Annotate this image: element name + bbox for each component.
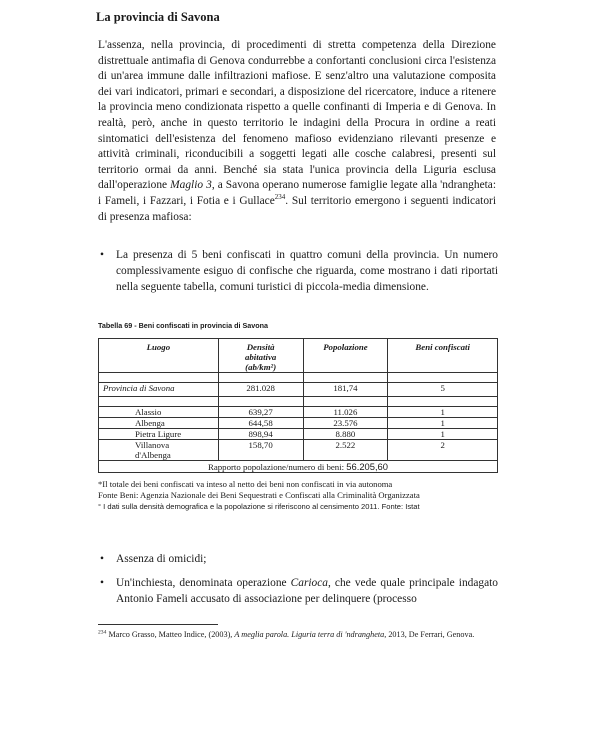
- confiscated-assets-table: [98, 338, 498, 473]
- section-heading: La provincia di Savona: [96, 10, 220, 24]
- footnote-divider: [98, 624, 218, 625]
- footnote: $^{234}$ Marco Grasso, Matteo Indice, (2003), A meglia parola. Liguria terra di 'ndrangheta, 2013, De Ferrari, Genova.: [98, 629, 475, 639]
- cell-luogo: Provincia di Savona: [99, 383, 219, 397]
- table-ratio-row: [99, 461, 498, 473]
- table-row: [99, 418, 498, 429]
- table-row: [99, 429, 498, 440]
- cell-popolazione: 2.522: [303, 440, 388, 461]
- book-title: A meglia parola. Liguria terra di 'ndrangheta: [234, 630, 385, 639]
- cell-beni: 5: [388, 383, 498, 397]
- cell-luogo: Albenga: [99, 418, 219, 429]
- table-row: [99, 407, 498, 418]
- bullet-icon: •: [100, 249, 104, 261]
- table-spacer-row: [99, 373, 498, 383]
- table-source: Fonte Beni: Agenzia Nazionale dei Beni Sequestrati e Confiscati alla Criminalità Organizzata: [98, 490, 420, 500]
- table-row: [99, 440, 498, 461]
- cell-luogo: Pietra Ligure: [99, 429, 219, 440]
- bullet-icon: •: [100, 577, 104, 589]
- cell-popolazione: 23.576: [303, 418, 388, 429]
- cell-beni: 2: [388, 440, 498, 461]
- intro-paragraph: [98, 38, 496, 225]
- cell-popolazione: 8.880: [303, 429, 388, 440]
- table-caption: Tabella 69 - Beni confiscati in provincia di Savona: [98, 321, 269, 330]
- table-note: *Il totale dei beni confiscati va inteso al netto dei beni non confiscati in via autonoma: [98, 479, 393, 489]
- bullet-confiscated-assets: La presenza di 5 beni confiscati in quattro comuni della provincia. Un numero complessivamente esiguo di confische che riguarda, come mostrano i dati riportati nella seguente tabella, comuni turistici di piccola-media dimensione.: [116, 249, 498, 293]
- table-census-note: ° I dati sulla densità demografica e la popolazione si riferiscono al censimento 2011. Fonte: Istat: [98, 502, 420, 511]
- operation-carioca: Carioca: [290, 577, 328, 589]
- header-popolazione: Popolazione: [303, 339, 388, 373]
- ratio-cell: [99, 461, 498, 473]
- cell-densita: 644,58: [218, 418, 303, 429]
- intro-text-2: , a Savona operano numerose famiglie legate alla 'ndrangheta: i Fameli, i Fazzari, i Fotia e i Gullace: [98, 179, 497, 207]
- footnote-number: 234: [98, 629, 107, 636]
- bullet-carioca-operation: Un'inchiesta, denominata operazione Carioca, che vede quale principale indagato Antonio Fameli accusato di associazione per delinquere (processo: [116, 577, 498, 605]
- bullet-icon: •: [100, 553, 104, 565]
- cell-luogo: Alassio: [99, 407, 219, 418]
- cell-densita: 639,27: [218, 407, 303, 418]
- cell-densita: 898,94: [218, 429, 303, 440]
- operation-name: Maglio 3: [170, 179, 212, 192]
- cell-densita: 281.028: [218, 383, 303, 397]
- cell-beni: 1: [388, 429, 498, 440]
- cell-densita: 158,70: [218, 440, 303, 461]
- intro-text-3: . Sul territorio emergono i seguenti indicatori di presenza mafiosa:: [98, 194, 496, 223]
- table-row-province: [99, 383, 498, 397]
- ratio-value: 56.205,60: [346, 461, 388, 472]
- cell-luogo: Villanova d'Albenga: [99, 440, 219, 461]
- table-spacer-row: [99, 397, 498, 407]
- footnote-reference: 234: [274, 193, 286, 202]
- header-beni: Beni confiscati: [388, 339, 498, 373]
- ratio-label: Rapporto popolazione/numero di beni:: [208, 462, 347, 472]
- bullet-no-homicides: Assenza di omicidi;: [116, 553, 207, 565]
- table-header-row: [99, 339, 498, 373]
- cell-beni: 1: [388, 407, 498, 418]
- header-luogo: Luogo: [99, 339, 219, 373]
- cell-beni: 1: [388, 418, 498, 429]
- header-densita: Densità abitativa (ab/km²): [218, 339, 303, 373]
- cell-popolazione: 11.026: [303, 407, 388, 418]
- cell-popolazione: 181,74: [303, 383, 388, 397]
- intro-text-1: L'assenza, nella provincia, di procedimenti di stretta competenza della Direzione distrettuale antimafia di Genova condurrebbe a confortanti conclusioni circa l'esistenza di un'area immune dalle infiltrazioni mafiose. E senz'altro una valutazione composita dei vari indicatori, primari e secondari, a disposizione del ricercatore, induce a ritenere la provincia meno condizionata rispetto a quelle confinanti di Imperia e di Genova. In realtà, però, anche in questo territorio le indagini della Procura in ordine a reati sintomatici dell'esistenza del fenomeno mafioso evidenziano rilevanti presenze e attività criminali, riconducibili a soggetti legati alle cosche calabresi, presenti sul territorio ormai da anni. Benché sia stata l'unica provincia della Liguria esclusa dall'operazione: [98, 39, 496, 192]
